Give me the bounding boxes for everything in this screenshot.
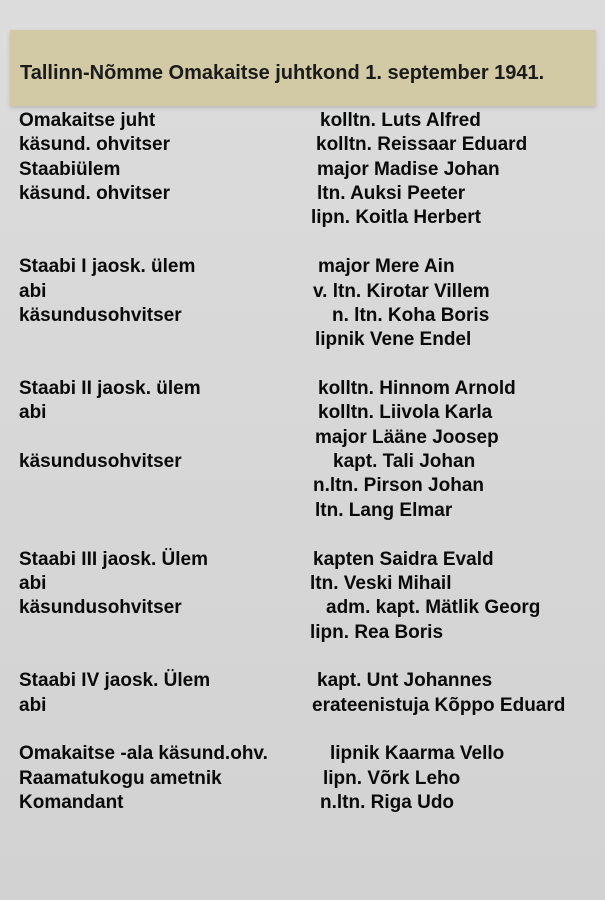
position-label: Staabi I jaosk. ülem	[19, 256, 196, 277]
person-name: ltn. Lang Elmar	[315, 500, 453, 521]
person-name: v. ltn. Kirotar Villem	[313, 281, 490, 302]
list-item	[0, 669, 605, 693]
list-item	[0, 328, 605, 352]
list-item	[0, 304, 605, 328]
list-item	[0, 767, 605, 791]
person-name: kapten Saidra Evald	[313, 549, 494, 570]
person-name: kolltn. Luts Alfred	[320, 110, 481, 131]
list-item	[0, 572, 605, 596]
position-label: käsundusohvitser	[19, 451, 182, 472]
position-label: Omakaitse juht	[19, 110, 156, 131]
list-item	[0, 450, 605, 474]
position-label: Staabiülem	[19, 159, 121, 180]
person-name: n.ltn. Pirson Johan	[313, 475, 485, 496]
position-label: Raamatukogu ametnik	[19, 768, 222, 789]
position-label: käsundusohvitser	[19, 597, 182, 618]
list-item	[0, 206, 605, 230]
position-label: käsund. ohvitser	[19, 183, 170, 204]
list-item	[0, 109, 605, 133]
person-name: ltn. Auksi Peeter	[317, 183, 466, 204]
position-label: abi	[19, 281, 47, 302]
position-label: käsundusohvitser	[19, 305, 182, 326]
person-name: lipn. Koitla Herbert	[311, 207, 481, 228]
list-item	[0, 377, 605, 401]
person-name: kolltn. Liivola Karla	[318, 402, 493, 423]
list-item	[0, 499, 605, 523]
person-name: adm. kapt. Mätlik Georg	[326, 597, 541, 618]
person-name: major Lääne Joosep	[315, 427, 499, 448]
list-item	[0, 401, 605, 425]
position-label: Komandant	[19, 792, 124, 813]
list-item	[0, 621, 605, 645]
list-item	[0, 791, 605, 815]
list-item	[0, 474, 605, 498]
list-item	[0, 694, 605, 718]
position-label: Staabi II jaosk. ülem	[19, 378, 201, 399]
person-name: kolltn. Reissaar Eduard	[316, 134, 528, 155]
position-label: Staabi III jaosk. Ülem	[19, 549, 209, 570]
person-name: lipn. Rea Boris	[310, 622, 444, 643]
person-name: kolltn. Hinnom Arnold	[318, 378, 516, 399]
person-name: major Madise Johan	[317, 159, 500, 180]
position-label: käsund. ohvitser	[19, 134, 170, 155]
list-item	[0, 133, 605, 157]
person-name: lipn. Võrk Leho	[323, 768, 461, 789]
title-banner	[10, 30, 596, 106]
person-name: lipnik Vene Endel	[315, 329, 472, 350]
position-label: Staabi IV jaosk. Ülem	[19, 670, 211, 691]
list-item	[0, 742, 605, 766]
position-label: Omakaitse -ala käsund.ohv.	[19, 743, 268, 764]
list-item	[0, 280, 605, 304]
list-item	[0, 158, 605, 182]
person-name: lipnik Kaarma Vello	[330, 743, 505, 764]
person-name: kapt. Tali Johan	[333, 451, 476, 472]
position-label: abi	[19, 573, 47, 594]
person-name: ltn. Veski Mihail	[310, 573, 452, 594]
list-item	[0, 548, 605, 572]
person-name: kapt. Unt Johannes	[317, 670, 493, 691]
position-label: abi	[19, 402, 47, 423]
document-title: Tallinn-Nõmme Omakaitse juhtkond 1. september 1941.	[20, 62, 545, 84]
person-name: major Mere Ain	[318, 256, 455, 277]
list-item	[0, 255, 605, 279]
list-item	[0, 426, 605, 450]
position-label: abi	[19, 695, 47, 716]
person-name: n. ltn. Koha Boris	[332, 305, 490, 326]
list-item	[0, 182, 605, 206]
person-name: erateenistuja Kõppo Eduard	[312, 695, 566, 716]
person-name: n.ltn. Riga Udo	[320, 792, 455, 813]
list-item	[0, 596, 605, 620]
